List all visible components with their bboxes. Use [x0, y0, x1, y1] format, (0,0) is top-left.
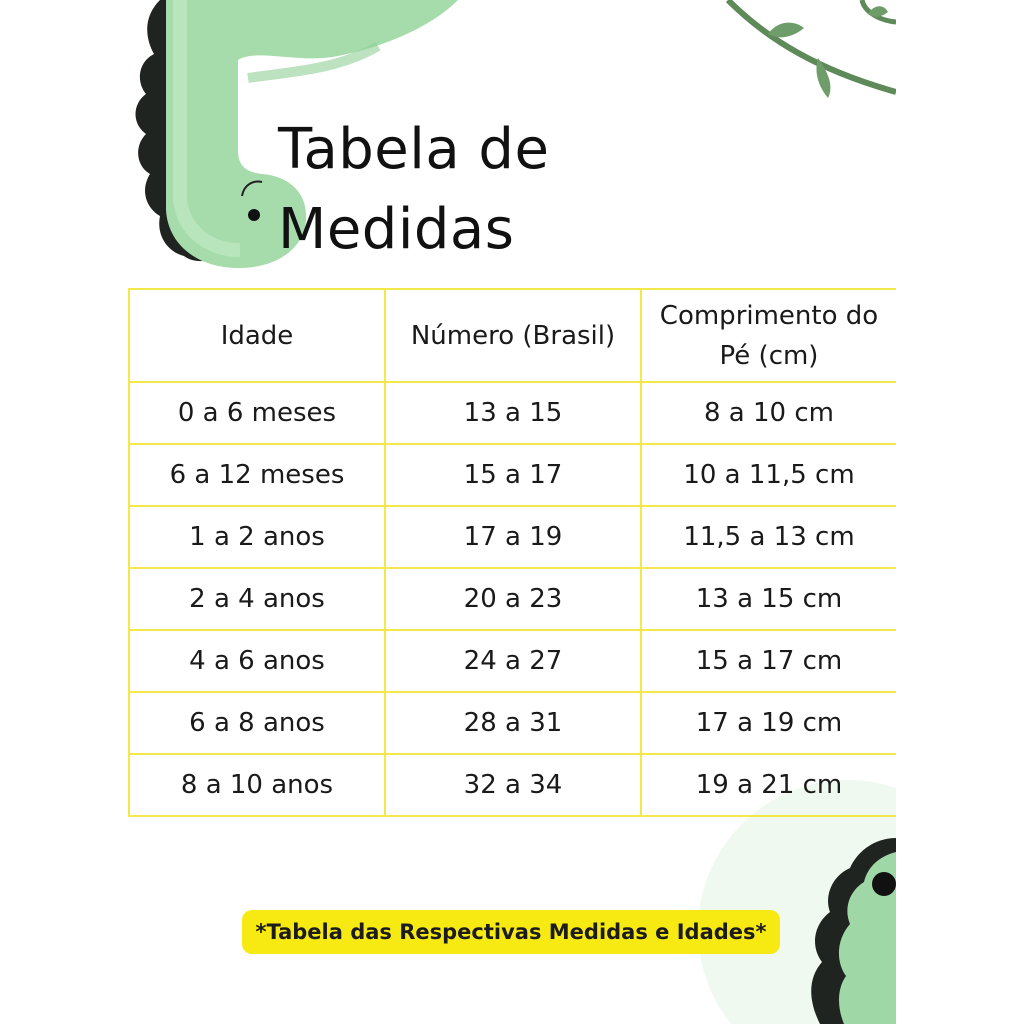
cell-shoe-size: 13 a 15	[385, 382, 641, 444]
cell-shoe-size: 24 a 27	[385, 630, 641, 692]
column-header-shoe-size: Número (Brasil)	[385, 289, 641, 382]
cell-shoe-size: 32 a 34	[385, 754, 641, 816]
cell-age: 4 a 6 anos	[129, 630, 385, 692]
table-row	[129, 630, 896, 692]
cell-age: 2 a 4 anos	[129, 568, 385, 630]
column-header-age: Idade	[129, 289, 385, 382]
cell-foot-length: 11,5 a 13 cm	[641, 506, 896, 568]
cell-age: 6 a 8 anos	[129, 692, 385, 754]
footnote-badge: *Tabela das Respectivas Medidas e Idades*	[242, 910, 780, 954]
cell-foot-length: 15 a 17 cm	[641, 630, 896, 692]
cell-age: 8 a 10 anos	[129, 754, 385, 816]
page-title: Tabela de Medidas	[278, 117, 550, 262]
table-row	[129, 444, 896, 506]
cell-age: 6 a 12 meses	[129, 444, 385, 506]
size-chart-card	[128, 0, 896, 1024]
table-row	[129, 382, 896, 444]
cell-age: 1 a 2 anos	[129, 506, 385, 568]
cell-foot-length: 19 a 21 cm	[641, 754, 896, 816]
column-header-foot-length: Comprimento do Pé (cm)	[641, 289, 896, 382]
vine-illustration	[728, 0, 896, 98]
cell-shoe-size: 20 a 23	[385, 568, 641, 630]
cell-shoe-size: 15 a 17	[385, 444, 641, 506]
cell-shoe-size: 28 a 31	[385, 692, 641, 754]
cell-age: 0 a 6 meses	[129, 382, 385, 444]
cell-foot-length: 17 a 19 cm	[641, 692, 896, 754]
table-row	[129, 506, 896, 568]
table-row	[129, 692, 896, 754]
cell-foot-length: 8 a 10 cm	[641, 382, 896, 444]
table-row	[129, 754, 896, 816]
cell-shoe-size: 17 a 19	[385, 506, 641, 568]
table-header-row	[129, 289, 896, 382]
table-row	[129, 568, 896, 630]
size-table	[128, 288, 896, 817]
cell-foot-length: 10 a 11,5 cm	[641, 444, 896, 506]
cell-foot-length: 13 a 15 cm	[641, 568, 896, 630]
